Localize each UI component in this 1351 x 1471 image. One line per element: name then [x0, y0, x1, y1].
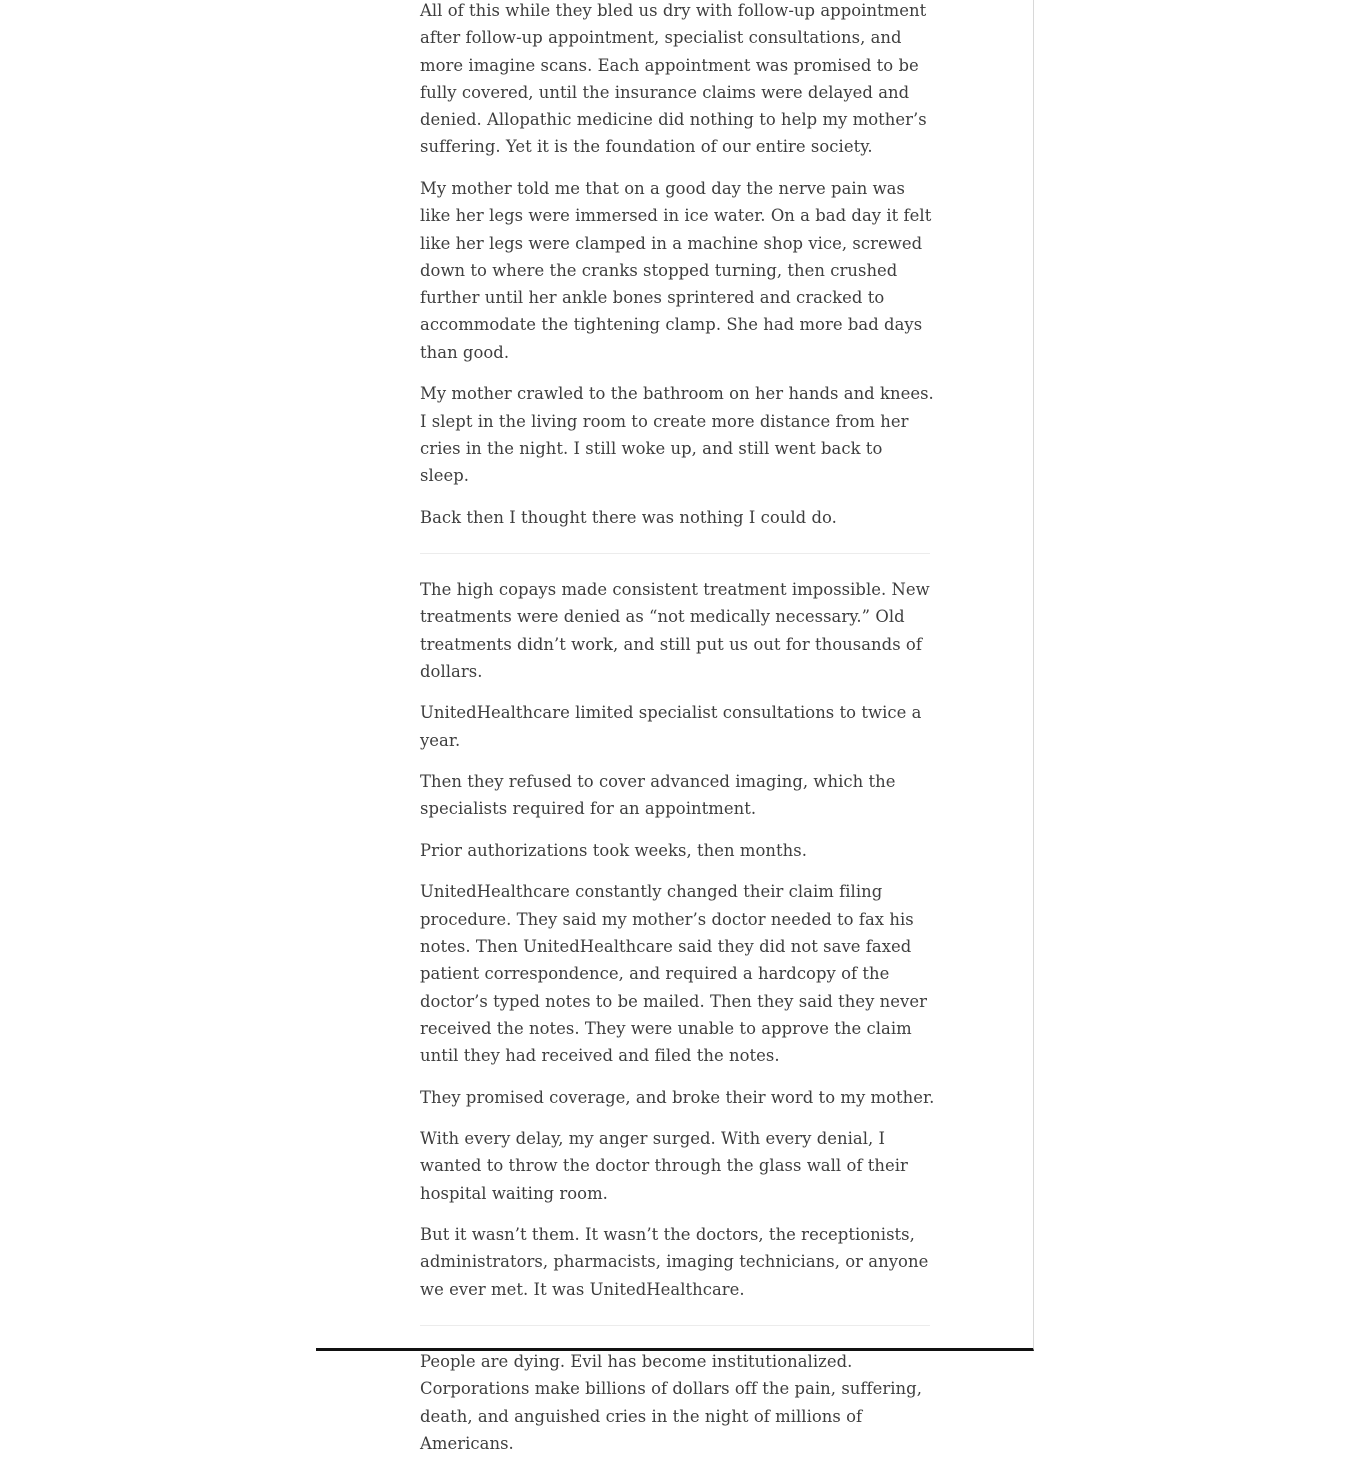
- paragraph: People are dying. Evil has become institutionalized. Corporations make billions of dollars off the pain, suffering, death, and anguished cries in the night of millions of Americans.: [420, 1352, 922, 1453]
- paragraph: The high copays made consistent treatment impossible. New treatments were denied as “not medically necessary.” Old treatments didn’t work, and still put us out for thousands of dollars.: [420, 579, 930, 681]
- article-body: [420, 0, 936, 1471]
- paragraph: Back then I thought there was nothing I could do.: [420, 507, 837, 527]
- paragraph: Then they refused to cover advanced imaging, which the specialists required for an appointment.: [420, 772, 896, 819]
- paragraph: My mother told me that on a good day the nerve pain was like her legs were immersed in ice water. On a bad day it felt like her legs were clamped in a machine shop vice, screwed down to where the cranks stopped turning, then crushed further until her ankle bones sprintered and cracked to accommodate the tightening clamp. She had more bad days than good.: [420, 178, 932, 362]
- paragraph: All of this while they bled us dry with follow-up appointment after follow-up appointment, specialist consultations, and more imagine scans. Each appointment was promised to be fully covered, until the insurance claims were delayed and denied. Allopathic medicine did nothing to help my mother’s suffering. Yet it is the foundation of our entire society.: [420, 1, 927, 157]
- paragraph: My mother crawled to the bathroom on her hands and knees. I slept in the living room to create more distance from her cries in the night. I still woke up, and still went back to sleep.: [420, 384, 934, 486]
- paragraph: With every delay, my anger surged. With every denial, I wanted to throw the doctor through the glass wall of their hospital waiting room.: [420, 1129, 908, 1203]
- paragraph: UnitedHealthcare constantly changed their claim filing procedure. They said my mother’s doctor needed to fax his notes. Then UnitedHealthcare said they did not save faxed patient correspondence, and required a hardcopy of the doctor’s typed notes to be mailed. Then they said they never received the notes. They were unable to approve the claim until they had received and filed the notes.: [420, 882, 927, 1066]
- paragraph: But it wasn’t them. It wasn’t the doctors, the receptionists, administrators, pharmacists, imaging technicians, or anyone we ever met. It was UnitedHealthcare.: [420, 1225, 929, 1299]
- paragraph: They promised coverage, and broke their word to my mother.: [420, 1087, 935, 1107]
- paragraph: UnitedHealthcare limited specialist consultations to twice a year.: [420, 703, 922, 750]
- section-divider: [420, 1325, 930, 1326]
- section-divider: [420, 553, 930, 554]
- paragraph: Prior authorizations took weeks, then months.: [420, 840, 807, 860]
